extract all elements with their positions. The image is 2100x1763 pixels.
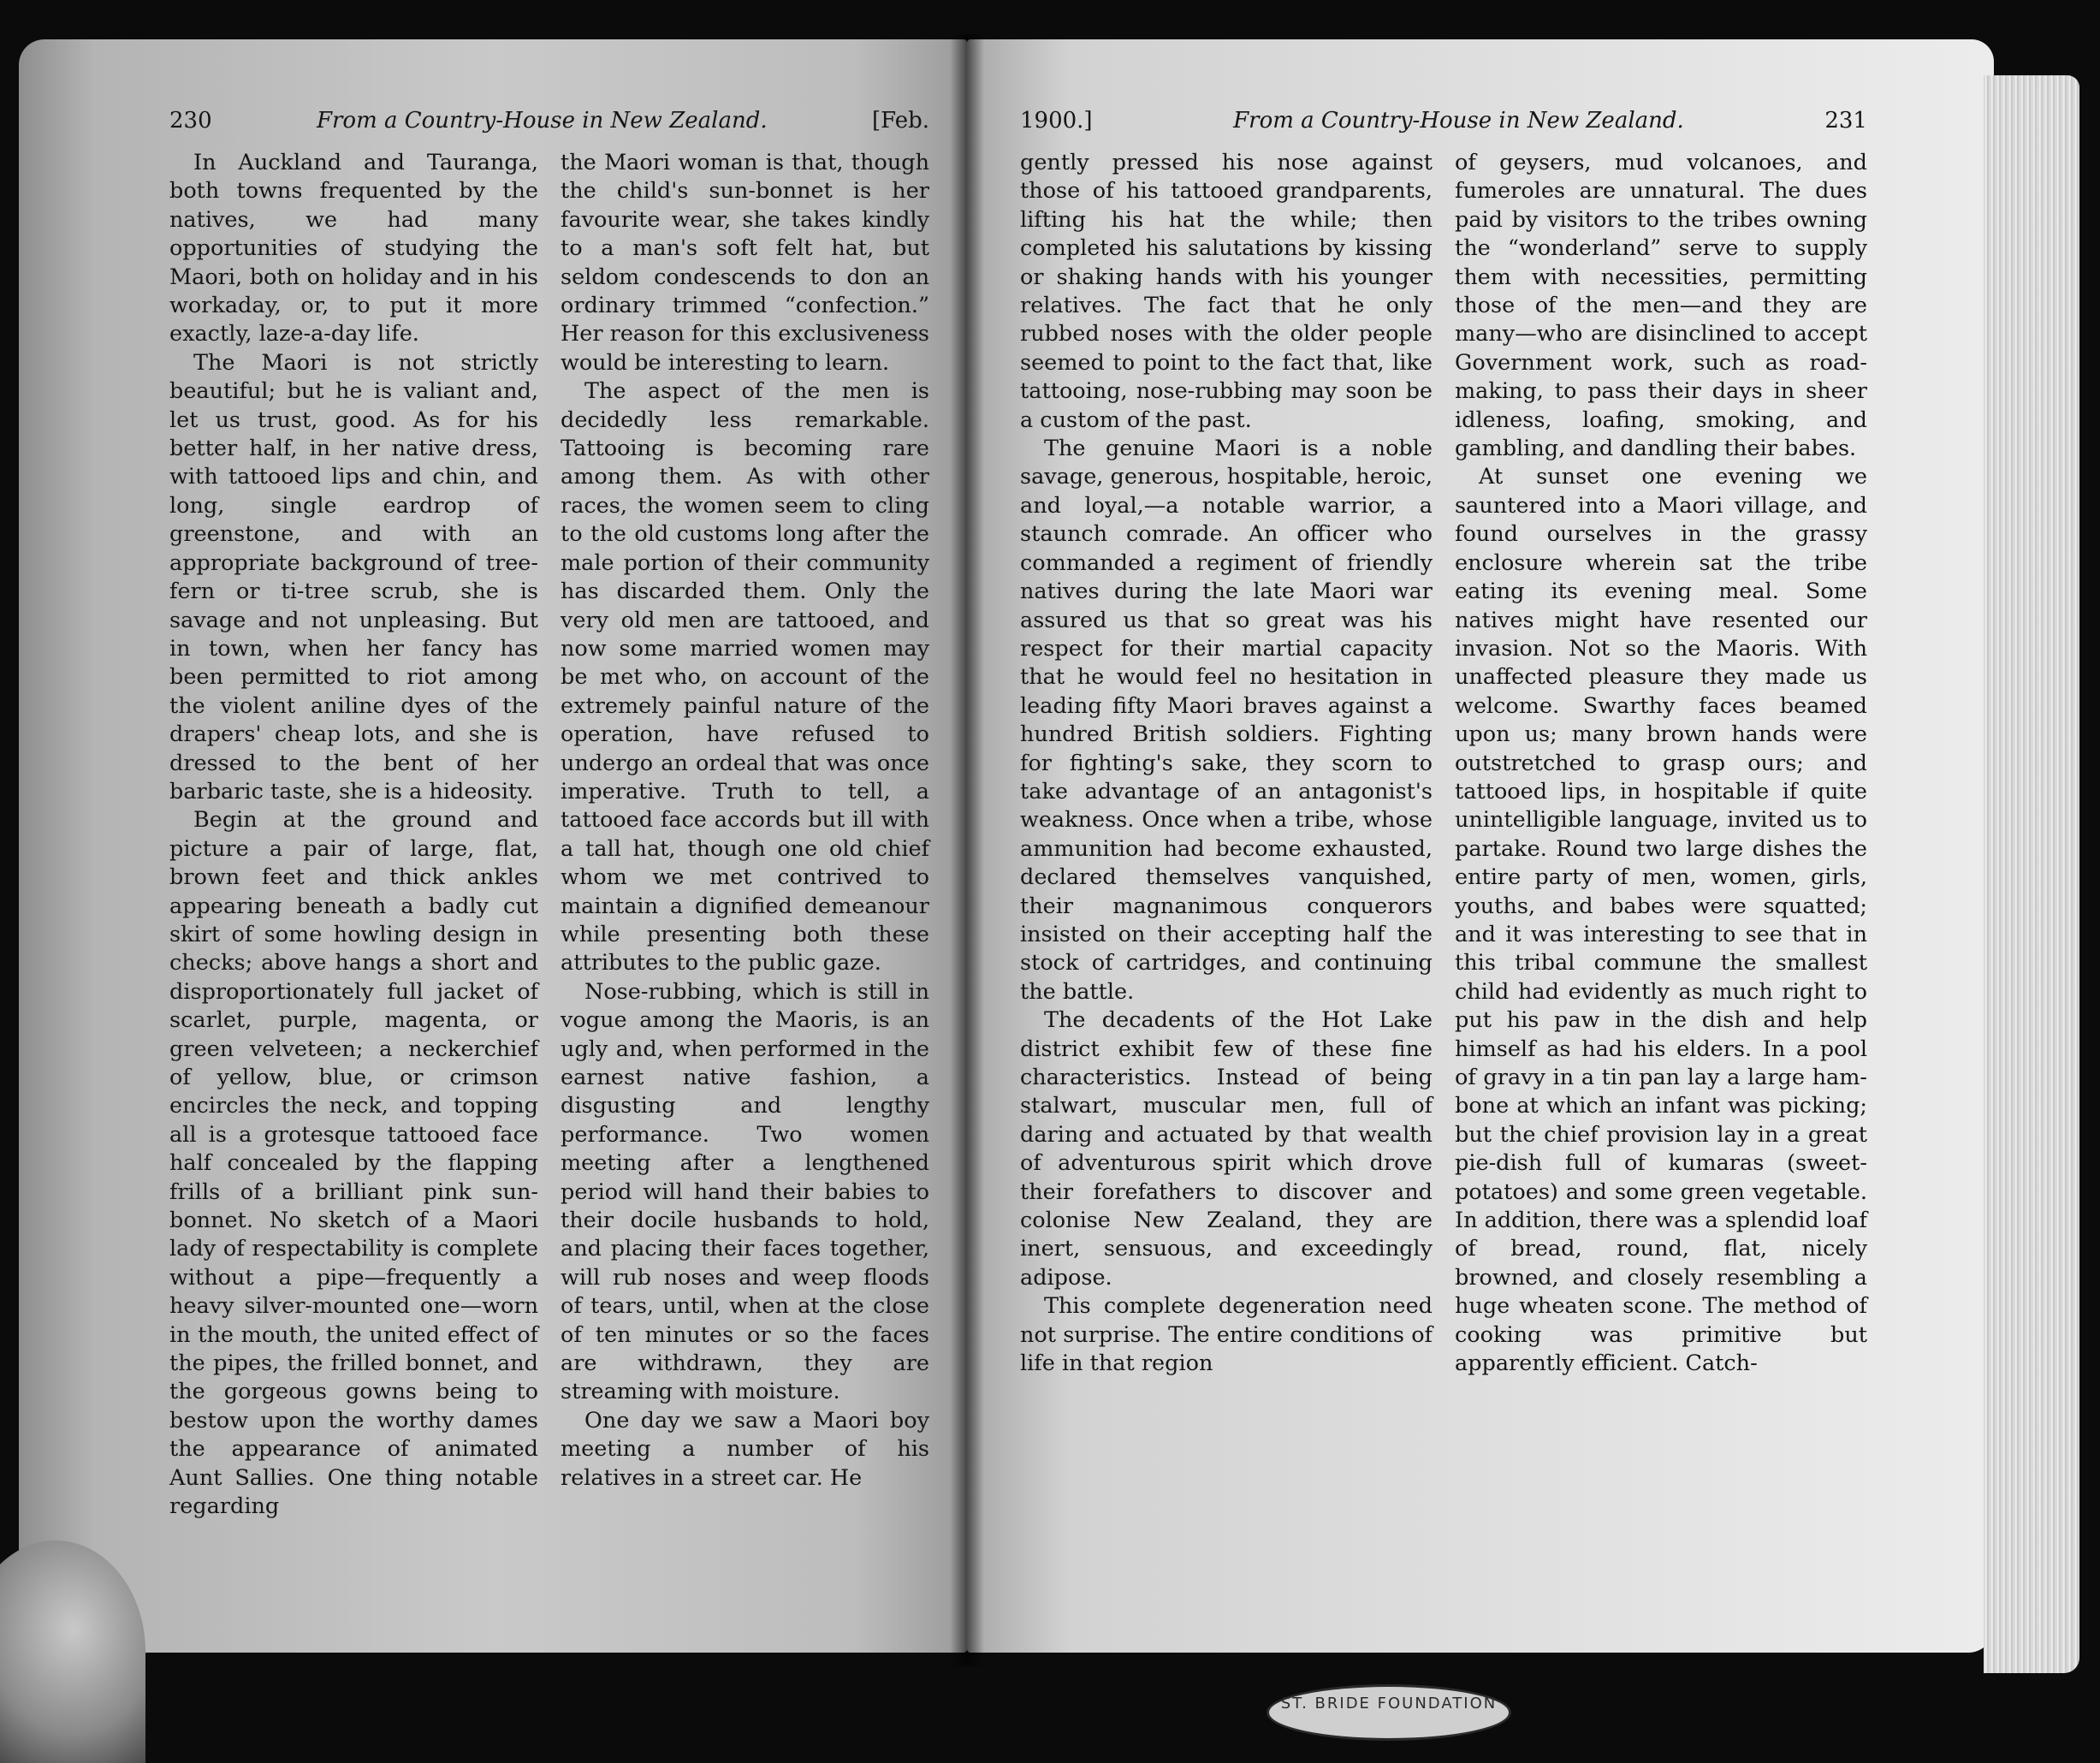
right-date-tag: 1900.] bbox=[1020, 108, 1093, 134]
paragraph: One day we saw a Maori boy meeting a number of his relatives in a street car. He bbox=[561, 1407, 929, 1491]
left-column-2 bbox=[561, 149, 929, 1522]
left-running-title: From a Country-House in New Zealand. bbox=[316, 108, 768, 134]
left-columns bbox=[169, 149, 929, 1522]
right-column-1 bbox=[1020, 149, 1433, 1378]
paragraph: The decadents of the Hot Lake district exhibit few of these fine characteristics. Instead of being stalwart, muscular men, full of daring and actuated by that wealth of adventurous spirit which drove their forefathers to discover and colonise New Zealand, they are inert, sensuous, and exceedingly adipose. bbox=[1020, 1007, 1433, 1291]
library-stamp: ST. BRIDE FOUNDATION bbox=[1267, 1684, 1511, 1741]
paragraph: In Auckland and Tauranga, both towns frequented by the natives, we had many opportunities of studying the Maori, both on holiday and in his workaday, or, to put it more exactly, laze-a-day life. bbox=[169, 150, 538, 347]
right-page-number: 231 bbox=[1824, 108, 1867, 134]
left-column-1 bbox=[169, 149, 538, 1522]
paragraph: At sunset one evening we sauntered into a Maori village, and found ourselves in the grassy enclosure wherein sat the tribe eating its evening meal. Some natives might have resented our invasion. Not so the Maoris. With unaffected pleasure they made us welcome. Swarthy faces beamed upon us; many brown hands were outstretched to grasp ours; and tattooed lips, in hospitable if quite unintelligible language, invited us to partake. Round two large dishes the entire party of men, women, girls, youths, and babes were squatted; and it was interesting to see that in this tribal commune the smallest child had evidently as much right to put his paw in the dish and help himself as had his elders. In a pool of gravy in a tin pan lay a large ham-bone at which an infant was picking; but the chief provision lay in a great pie-dish full of kumaras (sweet-potatoes) and some green vegetable. In addition, there was a splendid loaf of bread, round, flat, nicely browned, and closely resembling a huge wheaten scone. The method of cooking was primitive but apparently efficient. Catch- bbox=[1455, 464, 1867, 1377]
page-edges bbox=[1984, 75, 2079, 1673]
paragraph: The aspect of the men is decidedly less remarkable. Tattooing is becoming rare among them. As with other races, the women seem to cling to the old customs long after the male portion of their community has discarded them. Only the very old men are tattooed, and now some married women may be met who, on account of the extremely painful nature of the operation, have refused to undergo an ordeal that was once imperative. Truth to tell, a tattooed face accords but ill with a tall hat, though one old chief whom we met contrived to maintain a dignified demeanour while presenting both these attributes to the public gaze. bbox=[561, 378, 929, 976]
paragraph: the Maori woman is that, though the child's sun-bonnet is her favourite wear, she takes kindly to a man's soft felt hat, but seldom condescends to don an ordinary trimmed “confection.” Her reason for this exclusiveness would be interesting to learn. bbox=[561, 150, 929, 376]
right-page bbox=[967, 39, 1994, 1653]
paragraph: The genuine Maori is a noble savage, generous, hospitable, heroic, and loyal,—a notable warrior, a staunch comrade. An officer who commanded a regiment of friendly natives during the late Maori war assured us that so great was his respect for their martial capacity that he would feel no hesitation in leading fifty Maori braves against a hundred British soldiers. Fighting for fighting's sake, they scorn to take advantage of an antagonist's weakness. Once when a tribe, whose ammunition had become exhausted, declared themselves vanquished, their magnanimous conquerors insisted on their accepting half the stock of cartridges, and continuing the battle. bbox=[1020, 436, 1433, 1005]
paragraph: Begin at the ground and picture a pair of large, flat, brown feet and thick ankles appearing beneath a badly cut skirt of some howling design in checks; above hangs a short and disproportionately full jacket of scarlet, purple, magenta, or green velveteen; a neckerchief of yellow, blue, or crimson encircles the neck, and topping all is a grotesque tattooed face half concealed by the flapping frills of a brilliant pink sun-bonnet. No sketch of a Maori lady of respectability is complete without a pipe—frequently a heavy silver-mounted one—worn in the mouth, the united effect of the pipes, the frilled bonnet, and the gorgeous gowns being to bestow upon the worthy dames the appearance of animated Aunt Sallies. One thing notable regarding bbox=[169, 807, 538, 1520]
paragraph: The Maori is not strictly beautiful; but he is valiant and, let us trust, good. As for his better half, in her native dress, with tattooed lips and chin, and long, single eardrop of greenstone, and with an appropriate background of tree-fern or ti-tree scrub, she is savage and not unpleasing. But in town, when her fancy has been permitted to riot among the violent aniline dyes of the drapers' cheap lots, and she is dressed to the bent of her barbaric taste, she is a hideosity. bbox=[169, 349, 538, 804]
right-running-title: From a Country-House in New Zealand. bbox=[1233, 108, 1684, 134]
right-running-head bbox=[1020, 108, 1867, 134]
paragraph: gently pressed his nose against those of his tattooed grandparents, lifting his hat the while; then completed his salutations by kissing or shaking hands with his younger relatives. The fact that he only rubbed noses with the older people seemed to point to the fact that, like tattooing, nose-rubbing may soon be a custom of the past. bbox=[1020, 150, 1433, 433]
left-date-tag: [Feb. bbox=[871, 108, 929, 134]
book-gutter bbox=[950, 34, 984, 1666]
left-page-number: 230 bbox=[169, 108, 212, 134]
right-columns bbox=[1020, 149, 1867, 1378]
left-running-head bbox=[169, 108, 929, 134]
right-column-2 bbox=[1455, 149, 1867, 1378]
paragraph: This complete degeneration need not surprise. The entire conditions of life in that region bbox=[1020, 1293, 1433, 1377]
paragraph: Nose-rubbing, which is still in vogue among the Maoris, is an ugly and, when performed in the earnest native fashion, a disgusting and lengthy performance. Two women meeting after a lengthened period will hand their babies to their docile husbands to hold, and placing their faces together, will rub noses and weep floods of tears, until, when at the close of ten minutes or so the faces are withdrawn, they are streaming with moisture. bbox=[561, 978, 929, 1405]
left-page bbox=[19, 39, 967, 1653]
paragraph: of geysers, mud volcanoes, and fumeroles are unnatural. The dues paid by visitors to the tribes owning the “wonderland” serve to supply them with necessities, permitting those of the men—and they are many—who are disinclined to accept Government work, such as road-making, to pass their days in sheer idleness, loafing, smoking, and gambling, and dandling their babes. bbox=[1455, 150, 1867, 462]
